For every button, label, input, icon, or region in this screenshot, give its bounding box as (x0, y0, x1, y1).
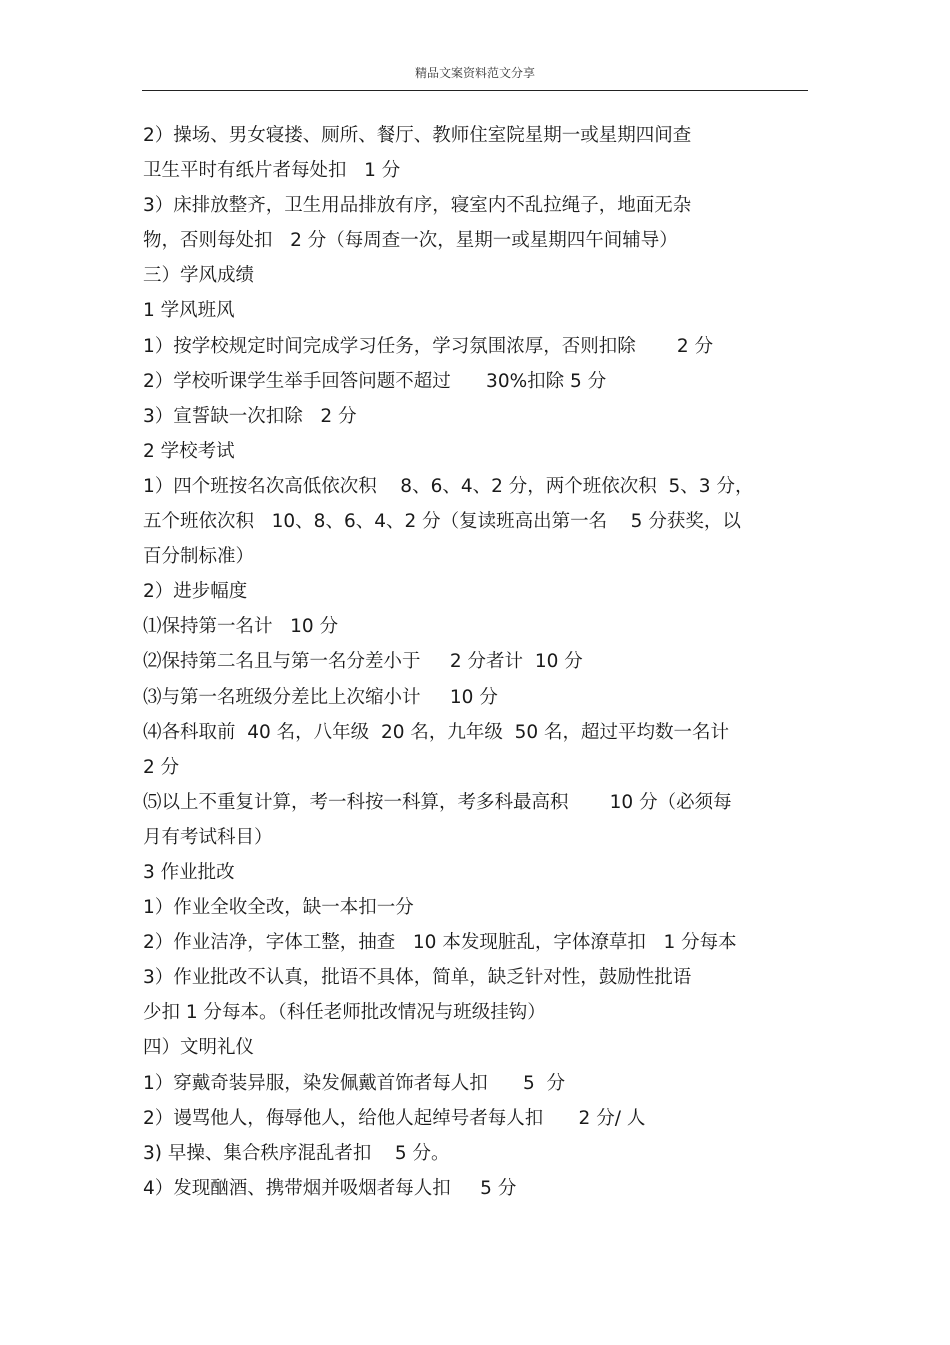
text-line: 2）操场、男女寝搂、厕所、餐厅、教师住室院星期一或星期四间查 (143, 125, 692, 146)
text-line: 五个班依次积 10、8、6、4、2 分（复读班高出第一名 5 分获奖，以 (143, 511, 741, 533)
text-line: 1）四个班按名次高低依次积 8、6、4、2 分，两个班依次积 5、3 分， (143, 475, 754, 497)
text-line: ⑴保持第一名计 10 分 (143, 616, 339, 638)
text-line: 3）作业批改不认真，批语不具体，简单，缺乏针对性，鼓励性批语 (143, 967, 692, 989)
text-line: ⑵保持第二名且与第一名分差小于 2 分者计 10 分 (143, 651, 583, 673)
text-line: 1）穿戴奇装异服，染发佩戴首饰者每人扣 5 分 (143, 1072, 566, 1094)
text-line: 1）按学校规定时间完成学习任务，学习氛围浓厚，否则扣除 2 分 (143, 335, 714, 357)
text-line: 3）宣誓缺一次扣除 2 分 (143, 405, 357, 427)
text-line: ⑶与第一名班级分差比上次缩小计 10 分 (143, 686, 498, 708)
text-line: 2 分 (143, 756, 180, 778)
text-line: ⑷各科取前 40 名，八年级 20 名，九年级 50 名，超过平均数一名计 (143, 721, 730, 743)
section-heading: 三）学风成绩 (143, 265, 255, 287)
subsection-heading: 3 作业批改 (143, 861, 235, 883)
text-line: 2）作业洁净，字体工整，抽查 10 本发现脏乱，字体潦草扣 1 分每本 (143, 932, 737, 954)
text-line: 4）发现酗酒、携带烟并吸烟者每人扣 5 分 (143, 1177, 517, 1199)
text-line: 2）学校听课学生举手回答问题不超过 30%扣除 5 分 (143, 370, 607, 392)
text-line: 3) 早操、集合秩序混乱者扣 5 分。 (143, 1142, 450, 1164)
text-line: 3）床排放整齐，卫生用品排放有序，寝室内不乱拉绳子，地面无杂 (143, 195, 692, 217)
subsection-heading: 1 学风班风 (143, 300, 235, 322)
text-line: 2）谩骂他人，侮辱他人，给他人起绰号者每人扣 2 分/ 人 (143, 1107, 646, 1129)
text-line: ⑸以上不重复计算，考一科按一科算，考多科最高积 10 分（必须每 (143, 791, 732, 813)
text-line: 卫生平时有纸片者每处扣 1 分 (143, 160, 401, 182)
page-header: 精品文案资料范文分享 (414, 66, 535, 80)
header-divider (142, 90, 808, 91)
text-line: 月有考试科目） (143, 826, 273, 848)
text-line: 1）作业全收全改，缺一本扣一分 (143, 897, 414, 919)
subsection-heading: 2 学校考试 (143, 440, 235, 462)
text-line: 少扣 1 分每本。（科任老师批改情况与班级挂钩） (143, 1002, 546, 1024)
section-heading: 四）文明礼仪 (143, 1037, 255, 1059)
text-line: 2）进步幅度 (143, 581, 248, 603)
text-line: 物，否则每处扣 2 分（每周查一次，星期一或星期四午间辅导） (143, 230, 678, 252)
document-body (143, 118, 813, 1206)
text-line: 百分制标准） (143, 546, 255, 568)
